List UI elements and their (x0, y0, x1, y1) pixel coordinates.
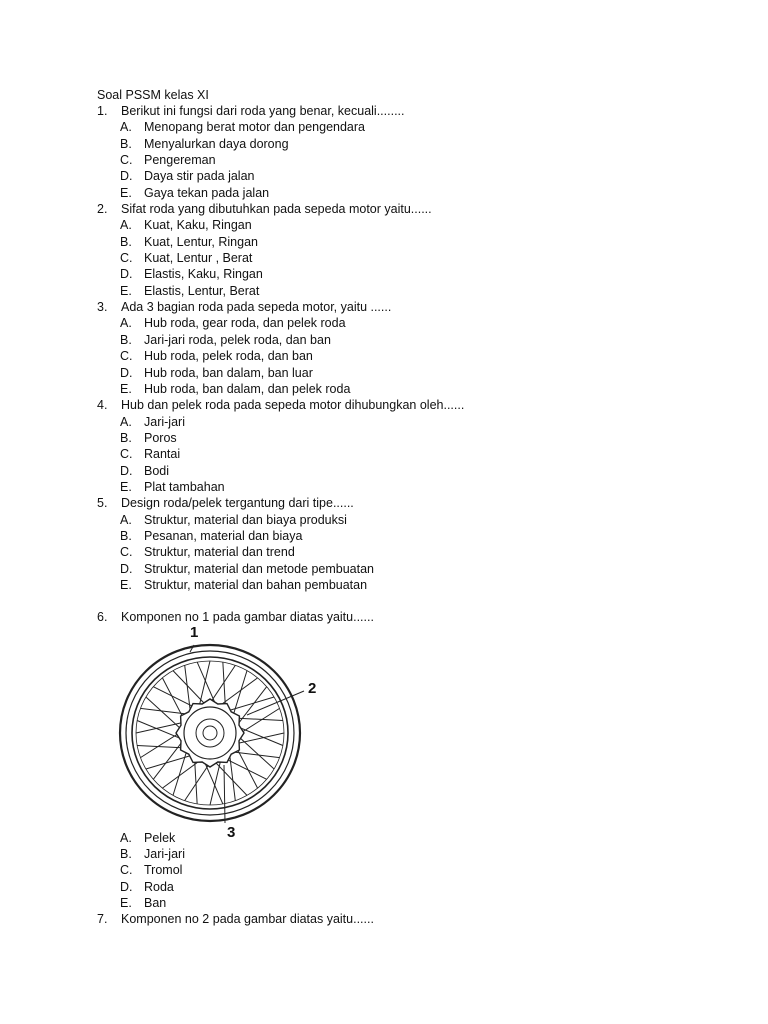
option-d (97, 879, 697, 895)
option-text: Kuat, Kaku, Ringan (144, 218, 252, 233)
option-letter: A. (120, 830, 132, 845)
option-letter: D. (120, 561, 133, 576)
question-text: Sifat roda yang dibutuhkan pada sepeda motor yaitu...... (121, 202, 432, 217)
question-2-stem (97, 201, 697, 217)
question-text: Ada 3 bagian roda pada sepeda motor, yaitu ...... (121, 300, 392, 315)
question-number: 7. (97, 912, 108, 927)
callout-3-label: 3 (227, 823, 236, 841)
question-number: 4. (97, 398, 108, 413)
option-letter: E. (120, 479, 132, 494)
option-text: Gaya tekan pada jalan (144, 185, 270, 200)
question-number: 5. (97, 496, 108, 511)
option-text: Menopang berat motor dan pengendara (144, 120, 365, 135)
question-text: Komponen no 2 pada gambar diatas yaitu...... (121, 912, 374, 927)
option-d (97, 463, 697, 479)
option-text: Pesanan, material dan biaya (144, 528, 303, 543)
option-text: Poros (144, 430, 177, 445)
option-c (97, 446, 697, 462)
question-number: 1. (97, 104, 108, 118)
option-letter: B. (120, 528, 132, 543)
option-letter: C. (120, 863, 133, 878)
option-text: Daya stir pada jalan (144, 169, 255, 184)
option-letter: C. (120, 447, 133, 462)
wheel-drawing (120, 645, 304, 823)
option-text: Jari-jari roda, pelek roda, dan ban (144, 332, 331, 347)
option-text: Hub roda, pelek roda, dan ban (144, 349, 313, 364)
option-c (97, 250, 697, 266)
spoked-wheel-illustration (112, 630, 352, 830)
option-letter: D. (120, 169, 133, 184)
option-text: Elastis, Lentur, Berat (144, 283, 260, 298)
option-text: Menyalurkan daya dorong (144, 136, 289, 151)
question-5 (97, 495, 697, 593)
question-6 (97, 609, 697, 911)
option-letter: C. (120, 349, 133, 364)
option-text: Ban (144, 896, 167, 911)
option-letter: B. (120, 430, 132, 445)
question-text: Design roda/pelek tergantung dari tipe...... (121, 496, 354, 511)
option-a (97, 830, 697, 846)
option-letter: A. (120, 316, 132, 331)
option-letter: E. (120, 283, 132, 298)
option-letter: A. (120, 120, 132, 135)
question-1-stem (97, 103, 697, 119)
option-text: Struktur, material dan trend (144, 545, 295, 560)
option-letter: A. (120, 218, 132, 233)
option-e (97, 577, 697, 593)
question-3-stem (97, 299, 697, 315)
option-b (97, 528, 697, 544)
option-letter: C. (120, 153, 133, 168)
option-a (97, 217, 697, 233)
question-5-stem (97, 495, 697, 511)
spacer (97, 593, 697, 609)
callout-2-label: 2 (308, 679, 317, 697)
question-number: 2. (97, 202, 108, 217)
question-4 (97, 397, 697, 495)
question-number: 6. (97, 610, 108, 625)
option-letter: C. (120, 545, 133, 560)
question-text: Komponen no 1 pada gambar diatas yaitu...... (121, 610, 374, 625)
option-letter: D. (120, 267, 133, 282)
option-e (97, 895, 697, 911)
option-c (97, 152, 697, 168)
option-letter: D. (120, 365, 133, 380)
option-b (97, 234, 697, 250)
question-2 (97, 201, 697, 299)
option-d (97, 365, 697, 381)
option-text: Jari-jari (144, 847, 185, 861)
option-b (97, 136, 697, 152)
question-number: 3. (97, 300, 108, 315)
option-text: Plat tambahan (144, 479, 225, 494)
hub-body (184, 707, 236, 759)
question-list (97, 103, 697, 928)
option-e (97, 283, 697, 299)
option-d (97, 561, 697, 577)
question-6-stem (97, 609, 697, 625)
option-a (97, 414, 697, 430)
callout-1-label: 1 (190, 623, 199, 641)
option-letter: E. (120, 577, 132, 592)
option-text: Kuat, Lentur , Berat (144, 251, 253, 266)
document-title: Soal PSSM kelas XI (97, 88, 209, 102)
option-letter: E. (120, 896, 132, 911)
option-text: Tromol (144, 863, 183, 878)
option-e (97, 185, 697, 201)
option-text: Struktur, material dan metode pembuatan (144, 561, 374, 576)
option-c (97, 348, 697, 364)
option-text: Bodi (144, 463, 170, 478)
option-letter: D. (120, 463, 133, 478)
question-1 (97, 103, 697, 201)
option-letter: B. (120, 136, 132, 151)
option-letter: E. (120, 185, 132, 200)
option-c (97, 862, 697, 878)
option-b (97, 430, 697, 446)
option-letter: A. (120, 512, 132, 527)
option-text: Roda (144, 879, 174, 894)
option-a (97, 119, 697, 135)
option-letter: B. (120, 847, 132, 861)
option-text: Rantai (144, 447, 181, 462)
option-text: Pelek (144, 830, 176, 845)
question-4-stem (97, 397, 697, 413)
option-text: Pengereman (144, 153, 216, 168)
option-letter: B. (120, 234, 132, 249)
option-text: Hub roda, ban dalam, ban luar (144, 365, 313, 380)
option-b (97, 846, 697, 862)
question-text: Hub dan pelek roda pada sepeda motor dihubungkan oleh...... (121, 398, 465, 413)
option-text: Jari-jari (144, 414, 185, 429)
question-7-stem (97, 911, 697, 927)
option-b (97, 332, 697, 348)
option-e (97, 479, 697, 495)
option-c (97, 544, 697, 560)
option-letter: A. (120, 414, 132, 429)
option-letter: D. (120, 879, 133, 894)
option-text: Struktur, material dan bahan pembuatan (144, 577, 368, 592)
option-letter: B. (120, 332, 132, 347)
question-3 (97, 299, 697, 397)
option-d (97, 168, 697, 184)
option-a (97, 315, 697, 331)
option-d (97, 266, 697, 282)
option-e (97, 381, 697, 397)
question-7 (97, 911, 697, 927)
option-text: Hub roda, gear roda, dan pelek roda (144, 316, 346, 331)
option-letter: C. (120, 251, 133, 266)
option-text: Kuat, Lentur, Ringan (144, 234, 258, 249)
option-text: Elastis, Kaku, Ringan (144, 267, 263, 282)
option-text: Struktur, material dan biaya produksi (144, 512, 347, 527)
option-text: Hub roda, ban dalam, dan pelek roda (144, 381, 351, 396)
question-text: Berikut ini fungsi dari roda yang benar, kecuali........ (121, 104, 405, 118)
option-a (97, 512, 697, 528)
option-letter: E. (120, 381, 132, 396)
